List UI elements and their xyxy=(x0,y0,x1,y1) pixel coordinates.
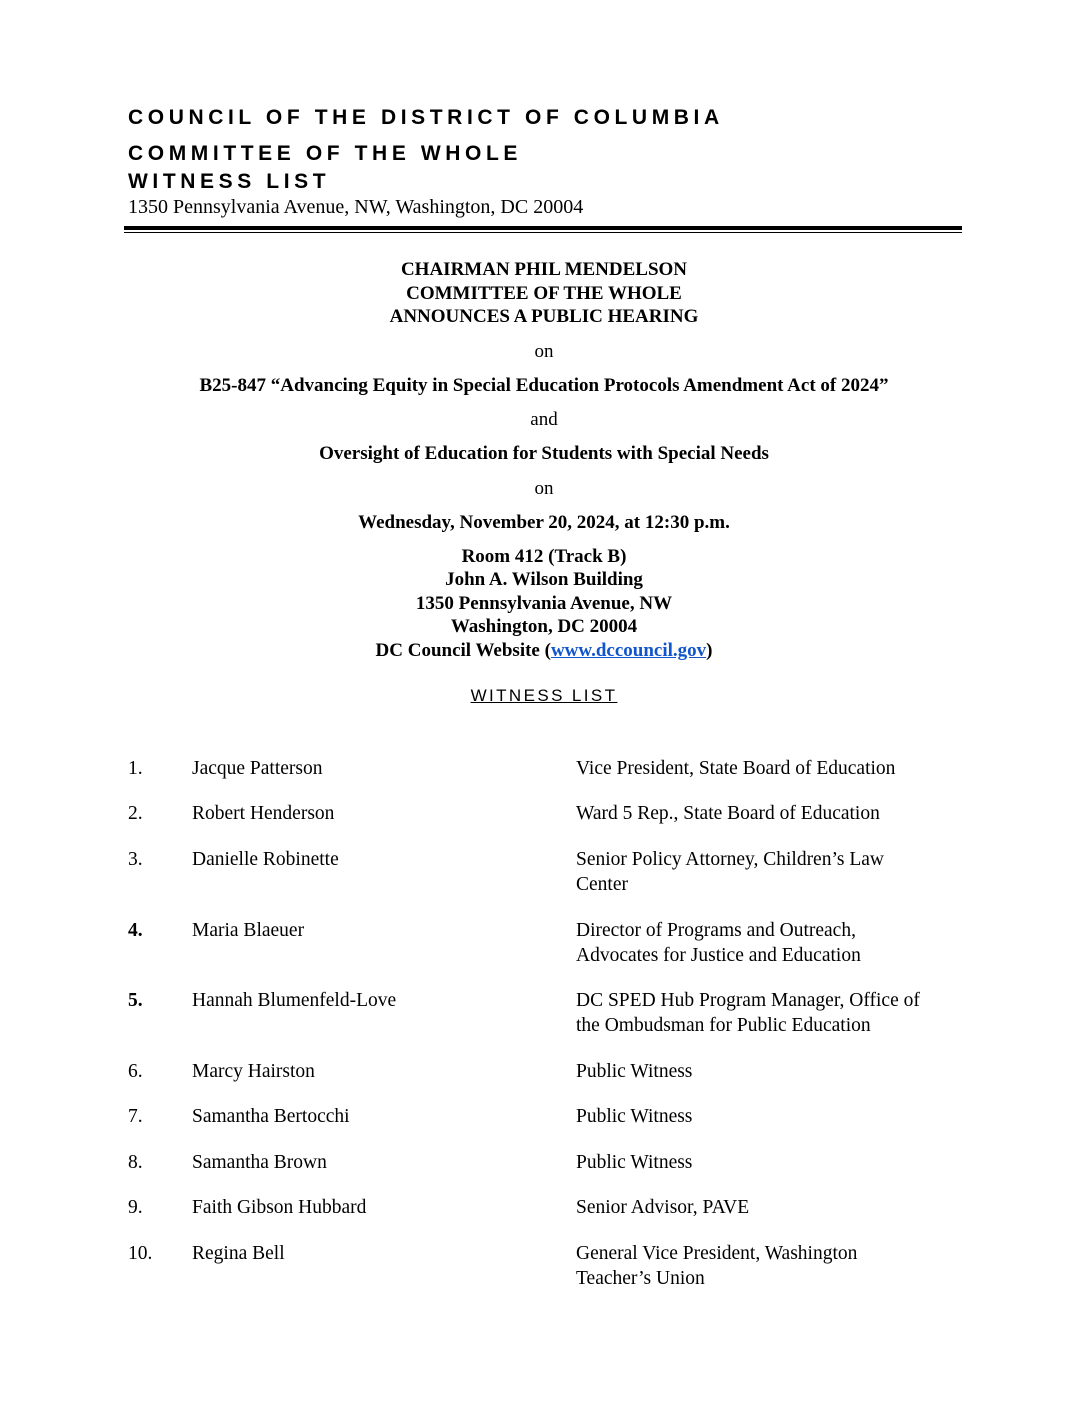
witness-affiliation xyxy=(576,848,966,897)
header-rule-thin xyxy=(124,232,962,233)
committee-heading: COMMITTEE OF THE WHOLE xyxy=(128,142,523,165)
witness-number: 4. xyxy=(128,920,143,941)
witness-name: Samantha Bertocchi xyxy=(192,1106,350,1127)
affiliation-line-2: Center xyxy=(576,873,628,895)
witness-number: 8. xyxy=(128,1152,143,1173)
street-line: 1350 Pennsylvania Avenue, NW xyxy=(415,593,673,614)
header-rule-thick xyxy=(124,226,962,230)
affiliation-line-1: Vice President, State Board of Education xyxy=(576,758,896,779)
witness-affiliation xyxy=(576,1105,966,1130)
witness-name: Marcy Hairston xyxy=(192,1061,315,1082)
affiliation-line-1: DC SPED Hub Program Manager, Office of xyxy=(576,990,920,1011)
witness-name: Maria Blaeuer xyxy=(192,920,305,941)
witness-name: Samantha Brown xyxy=(192,1152,327,1173)
building-line: John A. Wilson Building xyxy=(445,569,643,590)
website-link[interactable]: www.dccouncil.gov xyxy=(550,640,707,661)
witness-number: 3. xyxy=(128,849,143,870)
witness-affiliation xyxy=(576,989,966,1038)
affiliation-line-2: the Ombudsman for Public Education xyxy=(576,1014,871,1036)
affiliation-line-1: General Vice President, Washington xyxy=(576,1243,858,1264)
witness-name: Faith Gibson Hubbard xyxy=(192,1197,367,1218)
oversight-title: Oversight of Education for Students with Special Needs xyxy=(319,443,769,464)
affiliation-line-2: Advocates for Justice and Education xyxy=(576,944,861,966)
witness-name: Hannah Blumenfeld-Love xyxy=(192,990,397,1011)
witness-number: 9. xyxy=(128,1197,143,1218)
chairman-line: CHAIRMAN PHIL MENDELSON xyxy=(400,259,688,280)
committee-line: COMMITTEE OF THE WHOLE xyxy=(406,283,682,304)
witness-number: 7. xyxy=(128,1106,143,1127)
witness-affiliation xyxy=(576,1242,966,1291)
affiliation-line-1: Public Witness xyxy=(576,1152,693,1173)
bill-title: B25-847 “Advancing Equity in Special Education Protocols Amendment Act of 2024” xyxy=(199,375,889,396)
affiliation-line-1: Senior Policy Attorney, Children’s Law xyxy=(576,849,884,870)
affiliation-line-1: Director of Programs and Outreach, xyxy=(576,920,856,941)
affiliation-line-2: Teacher’s Union xyxy=(576,1267,705,1289)
room-line: Room 412 (Track B) xyxy=(461,546,627,567)
affiliation-line-1: Senior Advisor, PAVE xyxy=(576,1197,750,1218)
witness-number: 10. xyxy=(128,1243,153,1264)
witness-number: 5. xyxy=(128,990,143,1011)
witness-name: Robert Henderson xyxy=(192,803,335,824)
witness-affiliation xyxy=(576,919,966,968)
witness-affiliation xyxy=(576,802,966,827)
witness-number: 6. xyxy=(128,1061,143,1082)
city-line: Washington, DC 20004 xyxy=(450,616,638,637)
announces-line: ANNOUNCES A PUBLIC HEARING xyxy=(389,306,699,327)
witness-name: Danielle Robinette xyxy=(192,849,339,870)
and-line: and xyxy=(530,409,558,430)
witness-name: Regina Bell xyxy=(192,1243,285,1264)
witness-number: 1. xyxy=(128,758,143,779)
witness-affiliation xyxy=(576,1196,966,1221)
witness-affiliation xyxy=(576,1060,966,1085)
website-prefix: DC Council Website ( xyxy=(375,640,551,661)
witness-affiliation xyxy=(576,757,966,782)
witness-affiliation xyxy=(576,1151,966,1176)
affiliation-line-1: Public Witness xyxy=(576,1061,693,1082)
header-address: 1350 Pennsylvania Avenue, NW, Washington, DC 20004 xyxy=(128,196,584,218)
website-line xyxy=(0,639,1088,663)
on-line-1: on xyxy=(534,341,554,362)
witness-list-title: WITNESS LIST xyxy=(470,686,618,705)
council-heading: COUNCIL OF THE DISTRICT OF COLUMBIA xyxy=(128,106,724,129)
website-suffix: ) xyxy=(706,640,713,661)
witness-list-heading: WITNESS LIST xyxy=(128,170,331,193)
on-line-2: on xyxy=(534,478,554,499)
hearing-date: Wednesday, November 20, 2024, at 12:30 p.m. xyxy=(358,512,730,533)
witness-number: 2. xyxy=(128,803,143,824)
witness-name: Jacque Patterson xyxy=(192,758,323,779)
affiliation-line-1: Ward 5 Rep., State Board of Education xyxy=(576,803,880,824)
affiliation-line-1: Public Witness xyxy=(576,1106,693,1127)
